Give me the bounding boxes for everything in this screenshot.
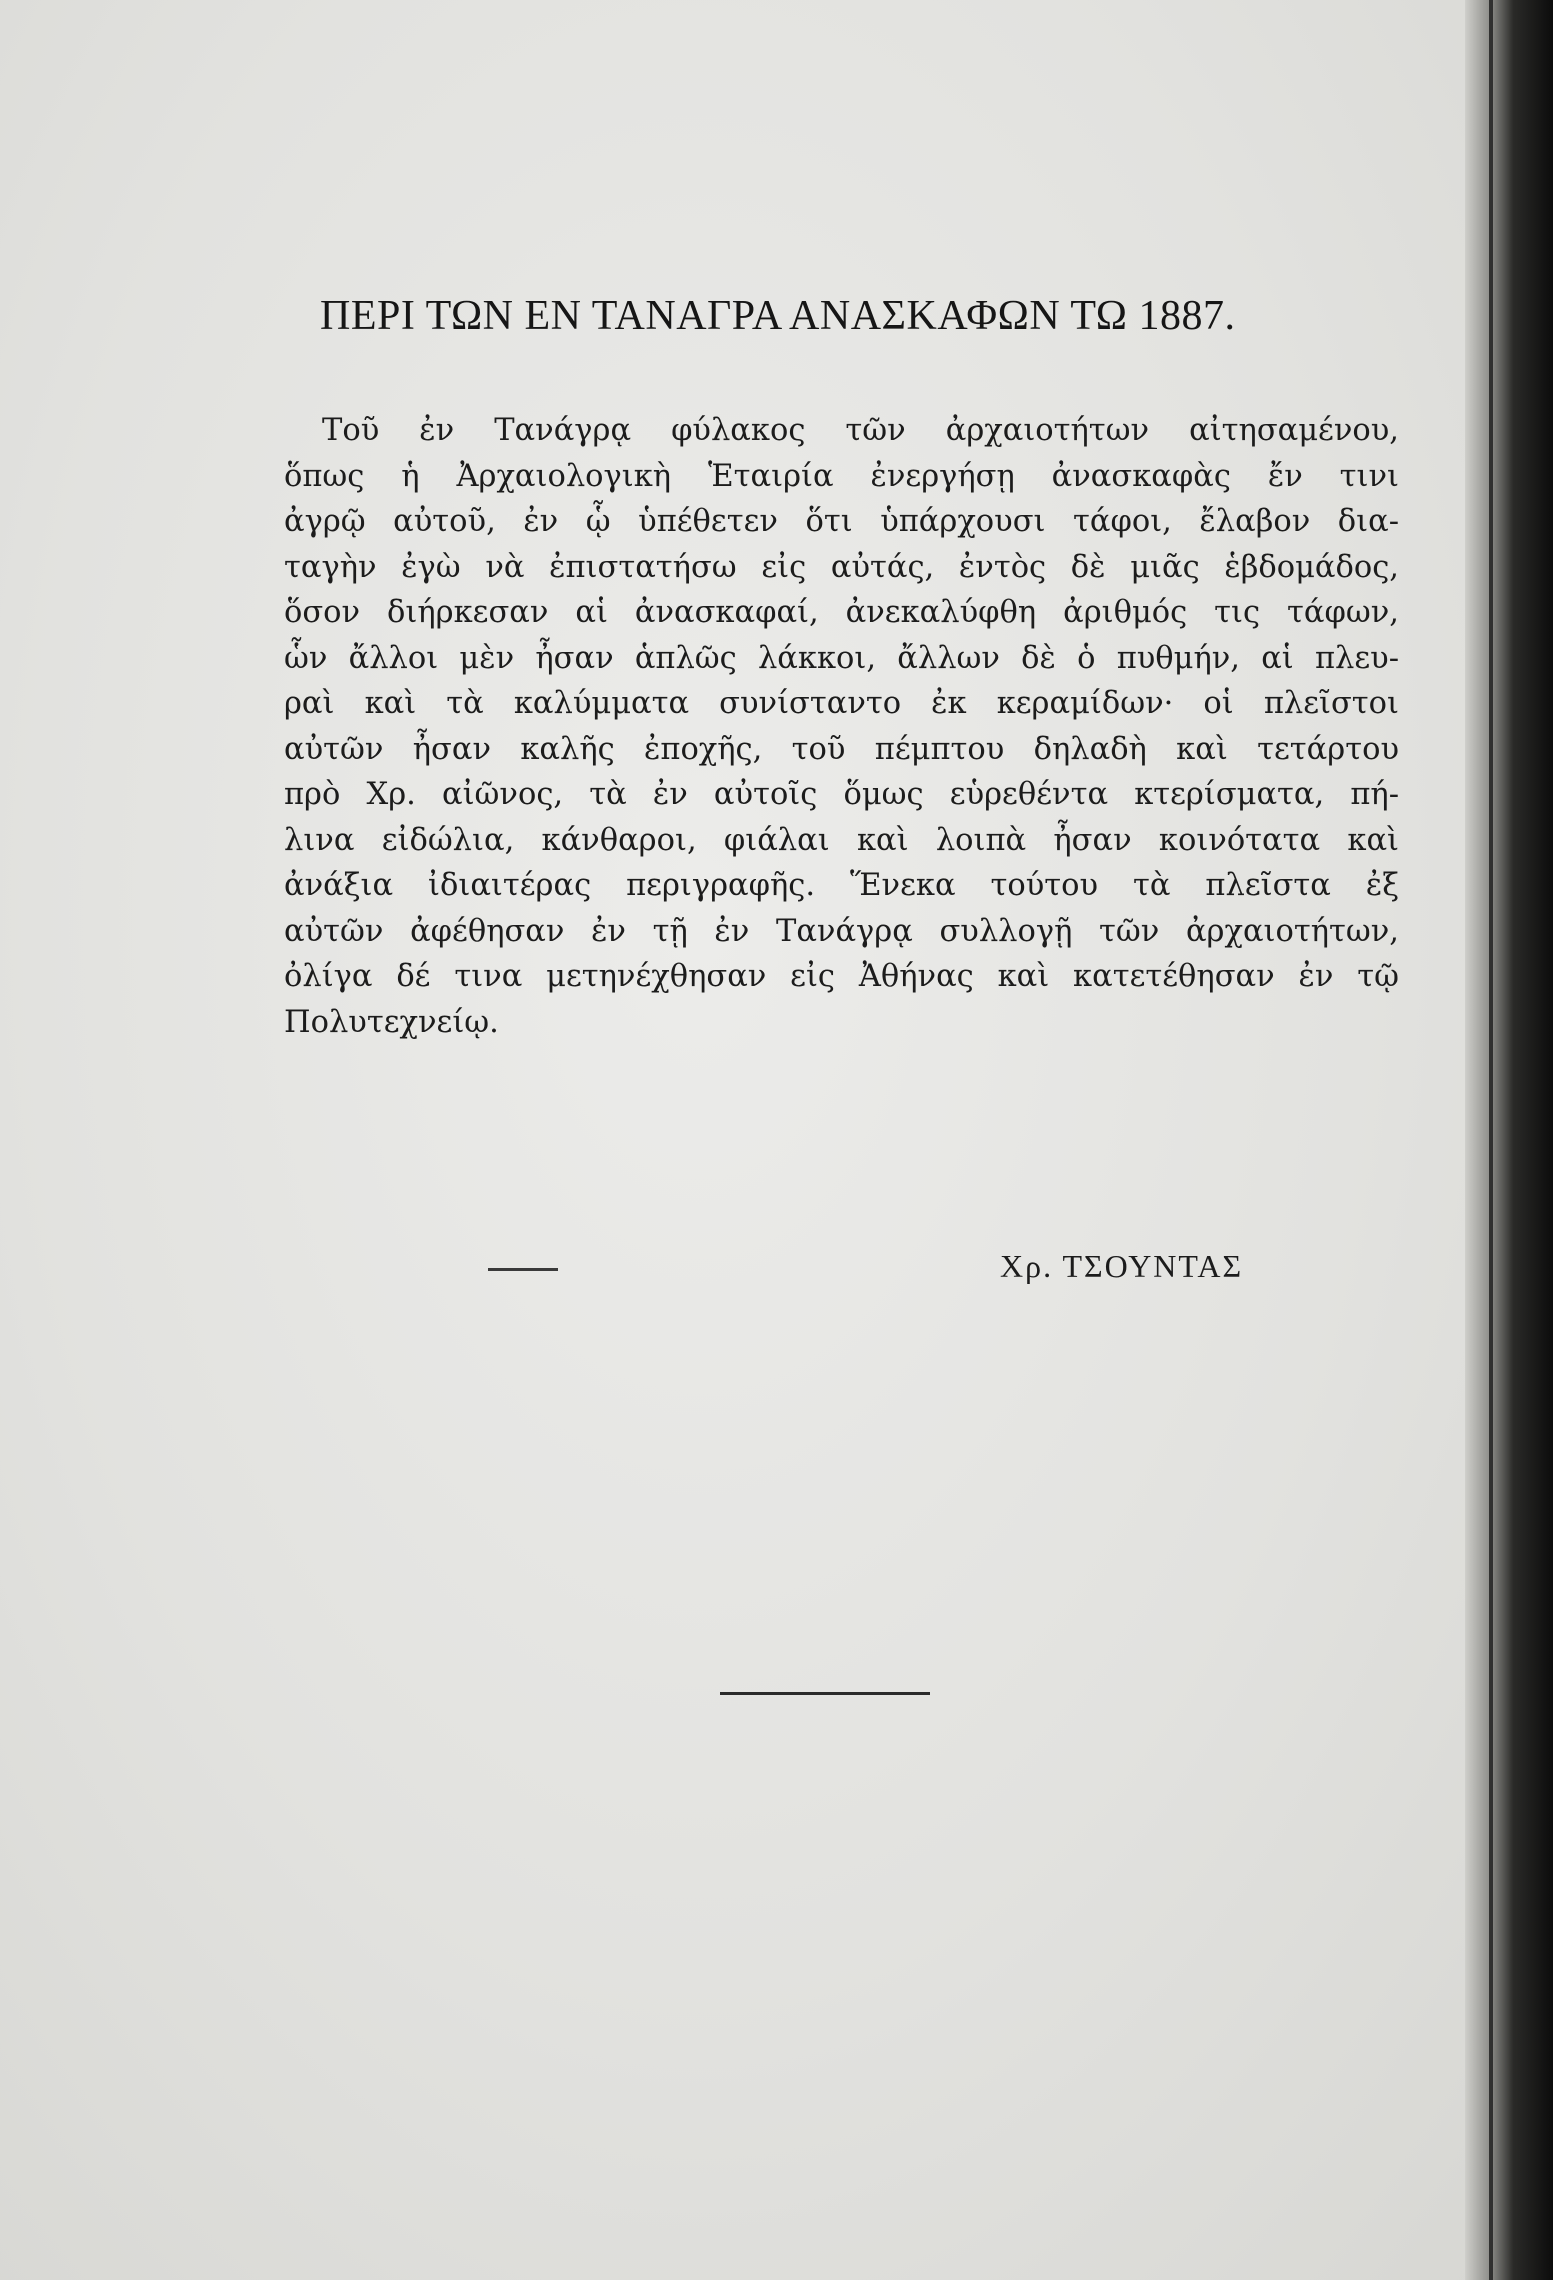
body-line: ὅπως ἡ Ἀρχαιολογικὴ Ἑταιρία ἐνεργήσῃ ἀνασκαφὰς ἔν τινι: [284, 458, 1399, 494]
binding-edge-line: [1489, 0, 1493, 2280]
body-line: αὐτῶν ἦσαν καλῆς ἐποχῆς, τοῦ πέμπτου δηλαδὴ καὶ τετάρτου: [284, 731, 1399, 767]
body-line: αὐτῶν ἀφέθησαν ἐν τῇ ἐν Τανάγρᾳ συλλογῇ τῶν ἀρχαιοτήτων,: [284, 913, 1399, 949]
body-line: λινα εἰδώλια, κάνθαροι, φιάλαι καὶ λοιπὰ ἦσαν κοινότατα καὶ: [284, 822, 1399, 858]
article-body: [284, 408, 1399, 1045]
page-binding-shadow: [1465, 0, 1553, 2280]
article-heading: ΠΕΡΙ ΤΩΝ ΕΝ ΤΑΝΑΓΡΑ ΑΝΑΣΚΑΦΩΝ ΤΩ 1887.: [320, 293, 1236, 339]
body-line: ὀλίγα δέ τινα μετηνέχθησαν εἰς Ἀθήνας καὶ κατετέθησαν ἐν τῷ: [284, 959, 1399, 994]
body-line: ταγὴν ἐγὼ νὰ ἐπιστατήσω εἰς αὐτάς, ἐντὸς δὲ μιᾶς ἑβδομάδος,: [284, 549, 1399, 585]
body-line: ἀγρῷ αὐτοῦ, ἐν ᾧ ὑπέθετεν ὅτι ὑπάρχουσι τάφοι, ἔλαβον δια-: [284, 504, 1399, 539]
body-line: ὧν ἄλλοι μὲν ἦσαν ἁπλῶς λάκκοι, ἄλλων δὲ ὁ πυθμήν, αἱ πλευ-: [284, 640, 1399, 676]
body-line: Τοῦ ἐν Τανάγρᾳ φύλακος τῶν ἀρχαιοτήτων αἰτησαμένου,: [322, 413, 1399, 448]
signature-dash: [488, 1268, 558, 1271]
body-line: Πολυτεχνείῳ.: [284, 1004, 499, 1040]
end-rule: [720, 1692, 930, 1695]
body-line: ἀνάξια ἰδιαιτέρας περιγραφῆς. Ἕνεκα τούτου τὰ πλεῖστα ἐξ: [284, 868, 1399, 903]
body-line: ὅσον διήρκεσαν αἱ ἀνασκαφαί, ἀνεκαλύφθη ἀριθμός τις τάφων,: [284, 595, 1399, 630]
author-signature: Χρ. ΤΣΟΥΝΤΑΣ: [1000, 1248, 1244, 1284]
body-line: πρὸ Χρ. αἰῶνος, τὰ ἐν αὐτοῖς ὅμως εὑρεθέντα κτερίσματα, πή-: [284, 777, 1399, 812]
body-line: ραὶ καὶ τὰ καλύμματα συνίσταντο ἐκ κεραμίδων· οἱ πλεῖστοι: [284, 686, 1399, 721]
